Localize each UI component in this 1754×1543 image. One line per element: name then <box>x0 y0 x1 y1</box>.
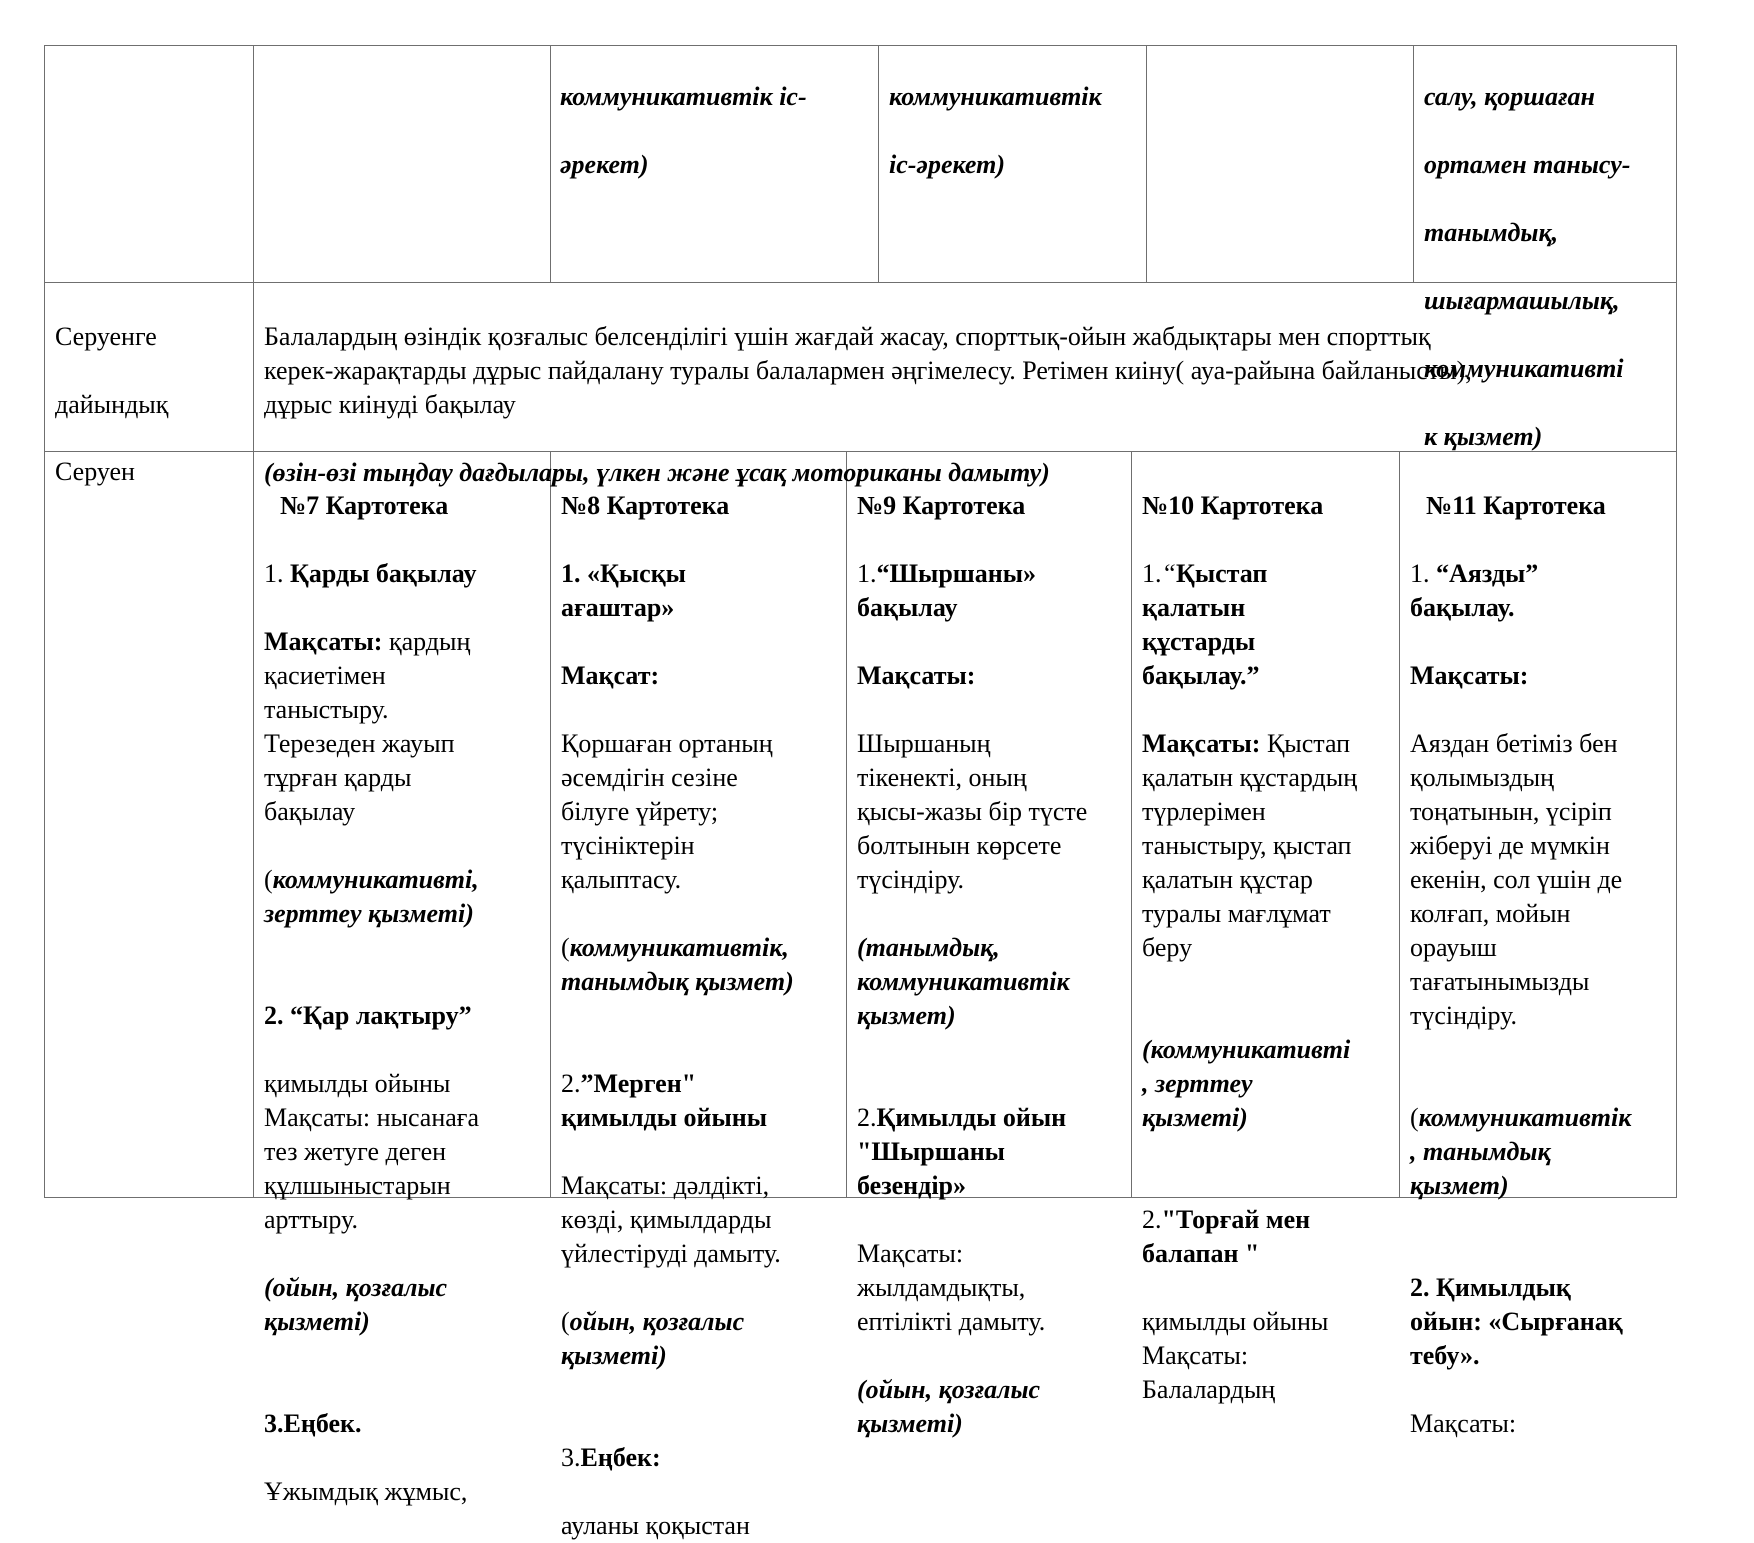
card-8-activity2: ойын, қозғалыс қызметі) <box>561 1307 745 1370</box>
card-11-goal-text: Аяздан бетіміз бен қолымыздың тоңатынын, үсіріп жіберуі де мүмкін екенін, сол үшін де колғап, мойын орауыш тағатынымызды түсіндіру. <box>1410 729 1623 1030</box>
card-11-item2-title: 2. Қимылдық ойын: «Сырғанақ тебу». <box>1410 1273 1623 1370</box>
card-8-cell <box>561 455 844 1543</box>
table-col-divider <box>878 45 879 282</box>
card-10-goal-text: Қыстап қалатын құстардың түрлерімен таныстыру, қыстап қалатын құстар туралы мағлұмат беру <box>1142 729 1358 962</box>
card-8-item2-num: 2. <box>561 1069 581 1098</box>
card-7-title: №7 Картотека <box>280 491 449 520</box>
table-border-left <box>44 45 45 1198</box>
card-11-title: №11 Картотека <box>1426 491 1606 520</box>
row1-col6-line: к қызмет) <box>1424 422 1543 451</box>
card-10-goal-label: Мақсаты: <box>1142 729 1261 758</box>
row1-col6-line: коммуникативті <box>1424 354 1624 383</box>
card-8-goal-text: Қоршаған ортаның әсемдігін сезіне білуге үйрету; түсініктерін қалыптасу. <box>561 729 773 894</box>
card-10-cell <box>1142 455 1397 1441</box>
card-7-work-text: Ұжымдық жұмыс, <box>264 1477 468 1506</box>
row3-label: Серуен <box>55 457 135 486</box>
row2-note: (өзін-өзі тыңдау дағдылары, үлкен және ұсақ моториканы дамыту) <box>264 458 1050 487</box>
card-7-cell <box>264 455 547 1509</box>
row1-col6-line: ортамен танысу- <box>1424 150 1631 179</box>
card-8-activity2-open: ( <box>561 1307 570 1336</box>
card-7-activity1-open: ( <box>264 865 273 894</box>
table-col-divider <box>1131 451 1132 1197</box>
card-7-item2-title: . “Қар лақтыру” <box>277 1001 472 1030</box>
card-7-item2-num: 2 <box>264 1001 277 1030</box>
row1-col4-line: іс-әрекет) <box>889 150 1005 179</box>
card-11-item1-title: “Аязды” бақылау. <box>1410 559 1539 622</box>
row2-text: Балалардың өзіндік қозғалыс белсенділігі үшін жағдай жасау, спорттық-ойын жабдықтары мен спорттық керек-жарақтарды дұрыс пайдалану туралы балалармен әңгімелесу. Ретімен киіну( ауа-райына байланысты), дұрыс киінуді бақылау <box>264 322 1472 419</box>
table-col-divider <box>1413 45 1414 282</box>
card-8-activity1-open: ( <box>561 933 570 962</box>
card-11-item2-text: Мақсаты: <box>1410 1409 1517 1438</box>
card-8-goal-label: Мақсат: <box>561 661 660 690</box>
card-8-work-text: ауланы қоқыстан <box>561 1511 750 1540</box>
card-10-item2-title: "Торғай мен балапан " <box>1142 1205 1311 1268</box>
card-7-goal-label: Мақсаты: <box>264 627 383 656</box>
card-8-title: №8 Картотека <box>561 491 730 520</box>
table-col-divider <box>550 451 551 1197</box>
row1-col4-line: коммуникативтік <box>889 82 1102 111</box>
card-9-goal-text: Шыршаның тікенекті, оның қысы-жазы бір түсте болтынын көрсете түсіндіру. <box>857 729 1088 894</box>
row1-col6-line: шығармашылық, <box>1424 286 1620 315</box>
card-10-title: №10 Картотека <box>1142 491 1324 520</box>
card-8-work-num: 3. <box>561 1443 581 1472</box>
card-8-work-title: Еңбек: <box>580 1443 661 1472</box>
row2-label-line: дайындық <box>55 390 169 419</box>
card-9-item2-num: 2. <box>857 1103 877 1132</box>
table-col-divider <box>253 45 254 1198</box>
card-9-item1-num: 1. <box>857 559 877 588</box>
card-7-item2-text: қимылды ойыны Мақсаты: нысанаға тез жетуге деген құлшыныстарын арттыру. <box>264 1069 480 1234</box>
card-8-item2-title: ”Мерген" қимылды ойыны <box>561 1069 768 1132</box>
card-9-item2-title: Қимылды ойын "Шыршаны безендір» <box>857 1103 1067 1200</box>
card-9-title: №9 Картотека <box>857 491 1026 520</box>
card-9-cell <box>857 455 1129 1475</box>
row1-col6-line: танымдық, <box>1424 218 1559 247</box>
table-col-divider <box>550 45 551 282</box>
card-10-item2-text: қимылды ойыны Мақсаты: Балалардың <box>1142 1307 1329 1404</box>
card-9-item1-title: “Шыршаны» бақылау <box>857 559 1037 622</box>
row1-col3-line: коммуникативтік іс- <box>560 82 807 111</box>
card-10-item1-quote: “ <box>1161 559 1176 588</box>
card-8-item2-text: Мақсаты: дәлдікті, көзді, қимылдарды үйлестіруді дамыту. <box>561 1171 781 1268</box>
row1-col6-line: салу, қоршаған <box>1424 82 1595 111</box>
card-7-goal-text: қардың қасиетімен таныстыру. Терезеден жауып тұрған қарды бақылау <box>264 627 471 826</box>
card-11-activity1-open: ( <box>1410 1103 1419 1132</box>
card-11-item1-num: 1. <box>1410 559 1436 588</box>
card-10-item1-num: 1. <box>1142 559 1162 588</box>
row2-label-line: Серуенге <box>55 322 157 351</box>
card-8-activity1: коммуникативтік, танымдық қызмет) <box>561 933 794 996</box>
card-9-goal-label: Мақсаты: <box>857 661 976 690</box>
row1-col3-cell <box>560 46 875 216</box>
row1-col4-cell <box>889 46 1144 216</box>
card-10-item1-title: Қыстап қалатын құстарды бақылау.” <box>1142 559 1268 690</box>
table-col-divider <box>1146 45 1147 282</box>
card-10-item2-num: 2. <box>1142 1205 1162 1234</box>
card-7-item1-num: 1. <box>264 559 290 588</box>
card-9-item2-text: Мақсаты: жылдамдықты, ептілікті дамыту. <box>857 1239 1046 1336</box>
card-8-item1-title: 1. «Қысқы ағаштар» <box>561 559 686 622</box>
card-9-activity2: (ойын, қозғалыс қызметі) <box>857 1375 1041 1438</box>
table-col-divider <box>1399 451 1400 1197</box>
card-9-activity1: (танымдық, коммуникативтік қызмет) <box>857 933 1070 1030</box>
card-7-work-title: 3.Еңбек. <box>264 1409 362 1438</box>
table-border-right <box>1676 45 1677 1198</box>
card-7-item1-title: Қарды бақылау <box>290 559 477 588</box>
card-11-activity1: коммуникативтік , танымдық қызмет) <box>1410 1103 1632 1200</box>
row2-label <box>55 286 250 456</box>
table-col-divider <box>846 451 847 1197</box>
row1-col3-line: әрекет) <box>560 150 649 179</box>
card-7-activity2: (ойын, қозғалыс қызметі) <box>264 1273 448 1336</box>
card-11-goal-label: Мақсаты: <box>1410 661 1529 690</box>
card-7-activity1: коммуникативті, зерттеу қызметі) <box>264 865 479 928</box>
card-10-activity1: (коммуникативті , зерттеу қызметі) <box>1142 1035 1351 1132</box>
card-11-cell <box>1410 455 1674 1475</box>
